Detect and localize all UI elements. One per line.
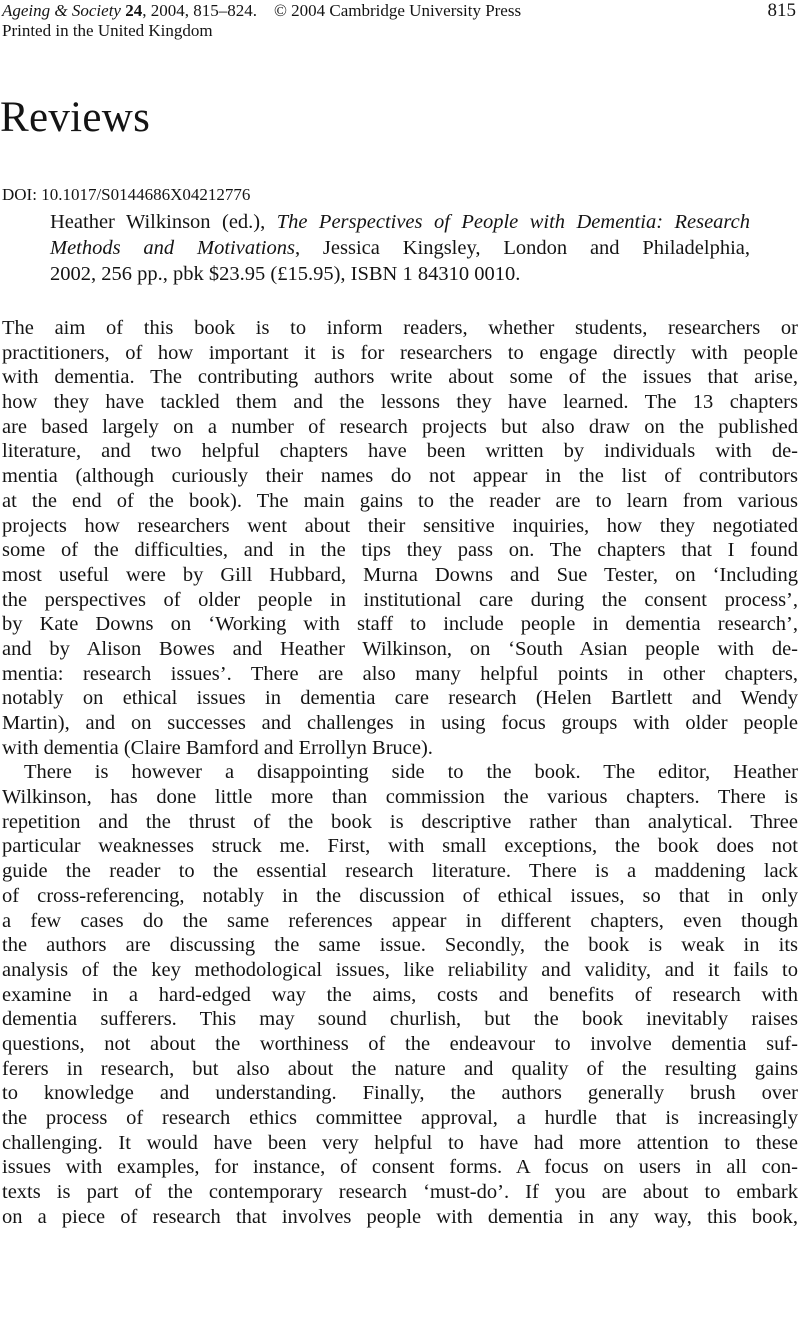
text-line: analysis of the key methodological issues, like reliability and validity, and it fails to (2, 958, 798, 981)
text-line: are based largely on a number of research projects but also draw on the published (2, 415, 798, 438)
journal-name: Ageing & Society (2, 1, 121, 20)
doi: DOI: 10.1017/S0144686X04212776 (2, 185, 251, 204)
text-line: some of the difficulties, and in the tips they pass on. The chapters that I found (2, 539, 798, 562)
text-line: There is however a disappointing side to the book. The editor, Heather (24, 761, 798, 784)
text-line: projects how researchers went about their sensitive inquiries, how they negotiated (2, 514, 798, 537)
text-line: notably on ethical issues in dementia care research (Helen Bartlett and Wendy (2, 687, 798, 710)
journal-details: , 2004, 815–824. (142, 1, 257, 20)
paragraph-1 (2, 316, 798, 760)
text-line: by Kate Downs on ‘Working with staff to include people in dementia research’, (2, 613, 798, 636)
citation-line: Heather Wilkinson (ed.), The Perspectives of People with Dementia: Research (50, 211, 750, 233)
text-line: Wilkinson, has done little more than commission the various chapters. There is (2, 786, 798, 809)
text-line: ferers in research, but also about the nature and quality of the resulting gains (2, 1057, 798, 1080)
text-line: examine in a hard-edged way the aims, costs and benefits of research with (2, 983, 798, 1006)
copyright: © 2004 Cambridge University Press (273, 1, 522, 20)
text-line: most useful were by Gill Hubbard, Murna Downs and Sue Tester, on ‘Including (2, 563, 798, 586)
book-citation (50, 209, 750, 287)
journal-volume: 24 (125, 1, 143, 20)
text-line: issues with examples, for instance, of consent forms. A focus on users in all con- (2, 1156, 798, 1179)
text-line: the process of research ethics committee approval, a hurdle that is increasingly (2, 1107, 798, 1129)
text-line: practitioners, of how important it is for researchers to engage directly with people (2, 341, 798, 364)
text-line: a few cases do the same references appear in different chapters, even though (2, 909, 798, 932)
text-line: texts is part of the contemporary research ‘must-do’. If you are about to embark (2, 1181, 798, 1204)
text-line: questions, not about the worthiness of the endeavour to involve dementia suf- (2, 1032, 798, 1055)
text-line: the perspectives of older people in institutional care during the consent process’, (2, 588, 798, 611)
citation-line: 2002, 256 pp., pbk $23.95 (£15.95), ISBN 1 84310 0010. (50, 263, 521, 285)
text-line: and by Alison Bowes and Heather Wilkinson, on ‘South Asian people with de- (2, 637, 798, 660)
text-line: at the end of the book). The main gains to the reader are to learn from various (2, 489, 798, 512)
text-line: guide the reader to the essential research literature. There is a maddening lack (2, 860, 798, 883)
text-line: with dementia. The contributing authors write about some of the issues that arise, (2, 366, 798, 389)
printed-note: Printed in the United Kingdom (2, 21, 213, 40)
section-title: Reviews (0, 94, 151, 141)
text-line: mentia (although curiously their names do not appear in the list of contributors (2, 465, 798, 488)
text-line: the authors are discussing the same issue. Secondly, the book is weak in its (2, 934, 798, 957)
text-line: on a piece of research that involves people with dementia in any way, this book, (2, 1205, 798, 1228)
running-header (2, 1, 798, 41)
text-line: mentia: research issues’. There are also many helpful points in other chapters, (2, 662, 798, 685)
text-line: Martin), and on successes and challenges in using focus groups with older people (2, 712, 798, 734)
review-body (2, 316, 798, 1229)
text-line: The aim of this book is to inform readers, whether students, researchers or (2, 317, 798, 339)
page-number: 815 (767, 0, 796, 21)
text-line: dementia sufferers. This may sound churlish, but the book inevitably raises (2, 1008, 798, 1031)
text-line: to knowledge and understanding. Finally, the authors generally brush over (2, 1082, 798, 1105)
citation-line: Methods and Motivations, Jessica Kingsley, London and Philadelphia, (50, 237, 750, 259)
paragraph-2 (2, 760, 798, 1229)
text-line: literature, and two helpful chapters have been written by individuals with de- (2, 440, 798, 463)
text-line: with dementia (Claire Bamford and Errollyn Bruce). (2, 736, 433, 759)
text-line: how they have tackled them and the lessons they have learned. The 13 chapters (2, 391, 798, 414)
text-line: repetition and the thrust of the book is descriptive rather than analytical. Three (2, 810, 798, 833)
text-line: of cross-referencing, notably in the discussion of ethical issues, so that in only (2, 884, 798, 907)
text-line: particular weaknesses struck me. First, with small exceptions, the book does not (2, 835, 798, 858)
text-line: challenging. It would have been very helpful to have had more attention to these (2, 1131, 798, 1154)
